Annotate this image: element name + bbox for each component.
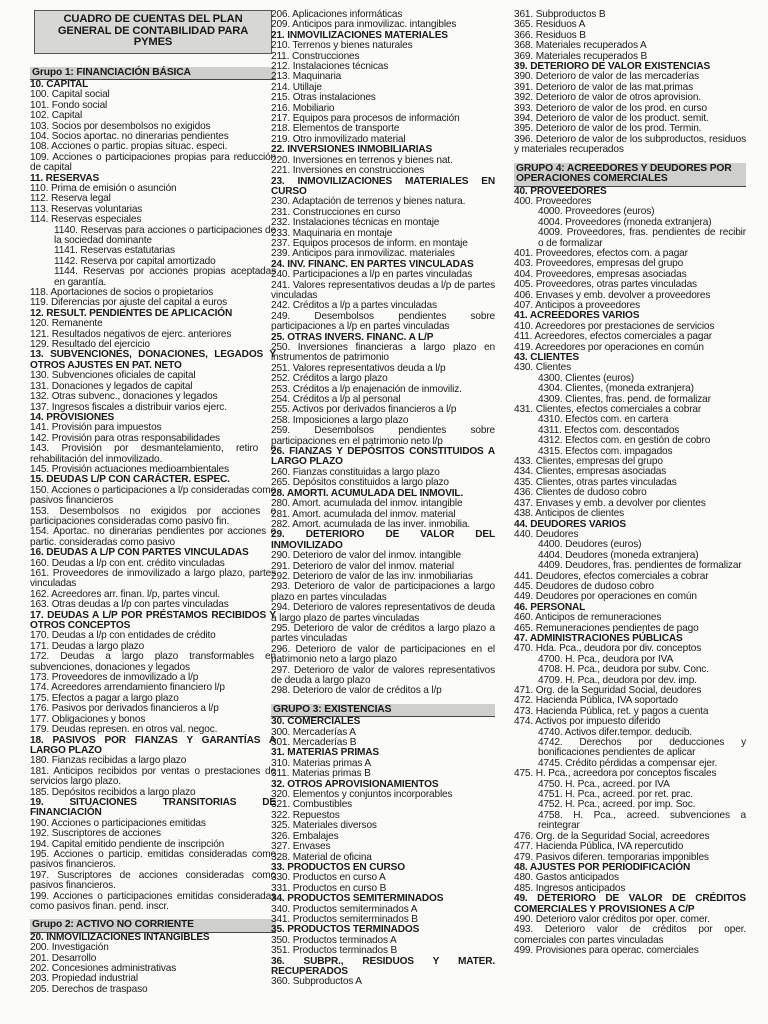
account-line: 340. Productos semiterminados A: [271, 903, 418, 915]
account-line: 396. Deterioro de valor de los subproductos, residuos y materiales recuperados: [514, 133, 746, 156]
account-line: 493. Deterioro valor de créditos por oper. comerciales con partes vinculadas: [514, 924, 746, 946]
spacer: [271, 697, 495, 701]
account-line: 109. Acciones o participaciones propias para reducción de capital: [30, 151, 276, 174]
subgroup-heading: 46. PERSONAL: [514, 601, 586, 613]
account-line: 449. Deudores por operaciones en común: [514, 591, 697, 603]
account-line: 103. Socios por desembolsos no exigidos: [30, 120, 211, 132]
subgroup-heading: 21. INMOVILIZACIONES MATERIALES: [271, 29, 448, 41]
account-line: 179. Deudas represen. en otros val. negoc.: [30, 724, 218, 736]
spacer: [514, 156, 746, 160]
account-line: 143. Provisión por desmantelamiento, retiro o rehabilitación del inmovilizado.: [30, 443, 276, 465]
subgroup-heading: 23. INMOVILIZACIONES MATERIALES EN CURSO: [271, 175, 495, 197]
account-line: 404. Proveedores, empresas asociadas: [514, 268, 687, 280]
account-line: 294. Deterioro de valores representativos de deuda a largo plazo de partes vinculadas: [271, 602, 495, 624]
account-line: 472. Hacienda Pública, IVA soportado: [514, 695, 678, 707]
account-line: 296. Deterioro de valor de participaciones en el patrimonio neto a largo plazo: [271, 643, 495, 666]
account-line: 137. Ingresos fiscales a distribuir varios ejerc.: [30, 401, 227, 413]
account-line: 132. Otras subvenc., donaciones y legados: [30, 391, 218, 403]
account-line: 237. Equipos procesos de inform. en montaje: [271, 237, 468, 249]
account-line: 239. Anticipos para inmovilizac. materiales: [271, 248, 455, 260]
group-heading: Grupo 1: FINANCIACIÓN BÁSICA: [30, 67, 276, 80]
account-line: 120. Remanente: [30, 318, 103, 330]
account-line: 192. Suscriptores de acciones: [30, 828, 161, 840]
group-heading: GRUPO 3: EXISTENCIAS: [271, 704, 495, 717]
account-line: 202. Concesiones administrativas: [30, 963, 177, 975]
subgroup-heading: 44. DEUDORES VARIOS: [514, 518, 626, 530]
subgroup-heading: 32. OTROS APROVISIONAMIENTOS: [271, 778, 439, 790]
column-3: [514, 10, 746, 957]
account-line: 297. Deterioro de valor de valores representativos de deuda a largo plazo: [271, 664, 495, 686]
account-line: 436. Clientes de dudoso cobro: [514, 487, 647, 499]
account-line: 102. Capital: [30, 110, 83, 122]
subgroup-heading: 16. DEUDAS A L/P CON PARTES VINCULADAS: [30, 547, 249, 559]
subaccount-line: 4409. Deudores, fras. pendientes de formalizar: [538, 560, 742, 572]
account-line: 327. Envases: [271, 841, 331, 853]
account-line: 230. Adaptación de terrenos y bienes natura.: [271, 196, 466, 208]
subaccount-line: 4745. Crédito pérdidas a compensar ejer.: [538, 757, 718, 769]
account-line: 201. Desarrollo: [30, 952, 97, 964]
subaccount-line: 1141. Reservas estatutarias: [54, 245, 175, 257]
account-line: 174. Acreedores arrendamiento financiero l/p: [30, 682, 225, 694]
account-line: 499. Provisiones para operac. comerciales: [514, 945, 699, 957]
account-line: 119. Diferencias por ajuste del capital a euros: [30, 297, 227, 309]
account-line: 311. Materias primas B: [271, 768, 371, 780]
account-line: 479. Pasivos diferen. temporarias imponibles: [514, 851, 709, 863]
subaccount-line: 4709. H. Pca., deudora por dev. imp.: [538, 674, 697, 686]
account-line: 460. Anticipos de remuneraciones: [514, 612, 662, 624]
subaccount-line: 4310. Efectos com. en cartera: [538, 414, 669, 426]
account-line: 118. Aportaciones de socios o propietarios: [30, 287, 214, 299]
account-line: 173. Proveedores de inmovilizado a l/p: [30, 672, 199, 684]
subgroup-heading: 17. DEUDAS A L/P POR PRÉSTAMOS RECIBIDOS Y OTROS CONCEPTOS: [30, 609, 276, 632]
account-line: 485. Ingresos anticipados: [514, 882, 626, 894]
subgroup-heading: 48. AJUSTES POR PERIODIFICACIÓN: [514, 861, 691, 873]
account-line: 131. Donaciones y legados de capital: [30, 380, 193, 392]
subaccount-line: 4400. Deudores (euros): [538, 539, 642, 551]
account-line: 368. Materiales recuperados A: [514, 40, 647, 52]
account-line: 101. Fondo social: [30, 99, 108, 111]
spacer: [30, 60, 276, 64]
account-line: 233. Maquinaria en montaje: [271, 227, 393, 239]
subgroup-heading: 30. COMERCIALES: [271, 716, 361, 728]
account-line: 295. Deterioro de valor de créditos a largo plazo a partes vinculadas: [271, 622, 495, 645]
account-line: 185. Depósitos recibidos a largo plazo: [30, 786, 196, 798]
account-line: 366. Residuos B: [514, 29, 586, 41]
account-line: 209. Anticipos para inmovilizac. intangibles: [271, 19, 457, 31]
account-line: 298. Deterioro de valor de créditos a l/p: [271, 685, 442, 697]
account-line: 170. Deudas a l/p con entidades de crédito: [30, 630, 216, 642]
subgroup-heading: 10. CAPITAL: [30, 78, 89, 90]
subgroup-heading: 22. INVERSIONES INMOBILIARIAS: [271, 144, 433, 156]
subgroup-heading: 49. DETERIORO DE VALOR DE CRÉDITOS COMERCIALES Y PROVISIONES A C/P: [514, 893, 746, 915]
account-line: 291. Deterioro de valor del inmov. material: [271, 560, 454, 572]
account-line: 215. Otras instalaciones: [271, 92, 376, 104]
account-line: 161. Proveedores de inmovilizado a largo plazo, partes vinculadas: [30, 568, 276, 590]
subaccount-line: 4758. H. Pca., acreed. subvenciones a reintegrar: [538, 809, 746, 832]
account-line: 231. Construcciones en curso: [271, 206, 401, 218]
account-line: 240. Participaciones a l/p en partes vinculadas: [271, 269, 473, 281]
account-line: 194. Capital emitido pendiente de inscripción: [30, 838, 225, 850]
subaccount-line: 1140. Reservas para acciones o participaciones de la sociedad dominante: [54, 224, 276, 246]
group-heading: GRUPO 4: ACREEDORES Y DEUDORES POR OPERACIONES COMERCIALES: [514, 163, 746, 187]
subgroup-heading: 26. FIANZAS Y DEPÓSITOS CONSTITUIDOS A LARGO PLAZO: [271, 446, 495, 468]
account-line: 369. Materiales recuperados B: [514, 50, 648, 62]
account-line: 252. Créditos a largo plazo: [271, 373, 388, 385]
account-line: 260. Fianzas constituidas a largo plazo: [271, 466, 440, 478]
account-line: 205. Derechos de traspaso: [30, 983, 148, 995]
account-line: 232. Instalaciones técnicas en montaje: [271, 217, 440, 229]
account-line: 259. Desembolsos pendientes sobre participaciones en el patrimonio neto l/p: [271, 425, 495, 447]
account-line: 322. Repuestos: [271, 809, 340, 821]
account-line: 434. Clientes, empresas asociadas: [514, 466, 667, 478]
account-line: 162. Acreedores arr. finan. l/p, partes vincul.: [30, 588, 220, 600]
subgroup-heading: 24. INV. FINANC. EN PARTES VINCULADAS: [271, 258, 474, 270]
subaccount-line: 4708. H. Pca., deudora por subv. Conc.: [538, 664, 709, 676]
subgroup-heading: 25. OTRAS INVERS. FINANC. A L/P: [271, 331, 434, 343]
account-line: 438. Anticipos de clientes: [514, 508, 625, 520]
account-line: 203. Propiedad industrial: [30, 973, 138, 985]
account-line: 110. Prima de emisión o asunción: [30, 182, 177, 194]
account-line: 212. Instalaciones técnicas: [271, 61, 389, 73]
account-line: 197. Suscriptores de acciones consideradas como pasivos financieros.: [30, 869, 276, 892]
account-line: 407. Anticipos a proveedores: [514, 299, 640, 311]
account-line: 435. Clientes, otras partes vinculadas: [514, 476, 677, 488]
subgroup-heading: 19. SITUACIONES TRANSITORIAS DE FINANCIACIÓN: [30, 796, 276, 819]
account-line: 395. Deterioro de valor de los prod. Termin.: [514, 123, 702, 135]
subaccount-line: 4740. Activos difer.tempor. deducib.: [538, 726, 692, 738]
account-line: 175. Efectos a pagar a largo plazo: [30, 692, 179, 704]
account-line: 392. Deterioro de valor de otros aprovision.: [514, 92, 701, 104]
subaccount-line: 4404. Deudores (moneda extranjera): [538, 549, 699, 561]
account-line: 465. Remuneraciones pendientes de pago: [514, 622, 699, 634]
account-line: 163. Otras deudas a l/p con partes vinculadas: [30, 599, 229, 611]
account-line: 301. Mercaderías B: [271, 737, 357, 749]
account-line: 341. Productos semiterminados B: [271, 913, 418, 925]
subaccount-line: 4300. Clientes (euros): [538, 372, 635, 384]
account-line: 249. Desembolsos pendientes sobre participaciones a l/p en partes vinculadas: [271, 310, 495, 333]
subgroup-heading: 40. PROVEEDORES: [514, 185, 607, 197]
account-line: 145. Provisión actuaciones medioambientales: [30, 463, 229, 475]
account-line: 114. Reservas especiales: [30, 214, 142, 226]
subgroup-heading: 47. ADMINISTRACIONES PÚBLICAS: [514, 632, 683, 644]
account-line: 104. Socios aportac. no dinerarias pendientes: [30, 130, 229, 142]
subgroup-heading: 33. PRODUCTOS EN CURSO: [271, 861, 405, 873]
account-line: 292. Deterioro de valor de las inv. inmobiliarias: [271, 570, 473, 582]
account-line: 242. Créditos a l/p a partes vinculadas: [271, 300, 437, 312]
document-title: CUADRO DE CUENTAS DEL PLAN GENERAL DE CONTABILIDAD PARA PYMES: [34, 10, 272, 54]
account-line: 437. Envases y emb. a devolver por clientes: [514, 497, 706, 509]
subaccount-line: 1142. Reserva por capital amortizado: [54, 255, 216, 267]
account-line: 100. Capital social: [30, 89, 110, 101]
account-line: 394. Deterioro de valor de los product. semit.: [514, 113, 709, 125]
account-line: 365. Residuos A: [514, 19, 586, 31]
account-line: 177. Obligaciones y bonos: [30, 713, 146, 725]
account-line: 490. Deterioro valor créditos por oper. comer.: [514, 913, 710, 925]
account-line: 180. Fianzas recibidas a largo plazo: [30, 755, 187, 767]
subaccount-line: 4752. H. Pca., acreed. por imp. Soc.: [538, 799, 696, 811]
account-line: 258. Imposiciones a largo plazo: [271, 414, 409, 426]
account-line: 250. Inversiones financieras a largo plazo en instrumentos de patrimonio: [271, 342, 495, 364]
subgroup-heading: 20. INMOVILIZACIONES INTANGIBLES: [30, 931, 210, 943]
account-line: 476. Org. de la Seguridad Social, acreedores: [514, 830, 710, 842]
account-line: 300. Mercaderías A: [271, 726, 356, 738]
account-line: 390. Deterioro de valor de las mercaderías: [514, 71, 700, 83]
account-line: 400. Proveedores: [514, 195, 592, 207]
account-line: 405. Proveedores, otras partes vinculadas: [514, 279, 697, 291]
account-line: 176. Pasivos por derivados financieros a l/p: [30, 703, 219, 715]
account-line: 129. Resultado del ejercicio: [30, 339, 150, 351]
account-line: 171. Deudas a largo plazo: [30, 640, 145, 652]
account-line: 150. Acciones o participaciones a l/p consideradas como pasivos financieros: [30, 484, 276, 507]
subaccount-line: 1144. Reservas por acciones propias aceptadas en garantía.: [54, 266, 276, 288]
account-line: 470. Hda. Pca., deudora por div. conceptos: [514, 643, 702, 655]
subaccount-line: 4315. Efectos com. impagados: [538, 445, 673, 457]
account-line: 199. Acciones o participaciones emitidas consideradas como pasivos finan. pend. inscr.: [30, 890, 276, 912]
account-line: 391. Deterioro de valor de las mat.primas: [514, 81, 693, 93]
account-line: 403. Proveedores, empresas del grupo: [514, 258, 684, 270]
subaccount-line: 4751. H. Pca., acreed. por ret. prac.: [538, 789, 693, 801]
account-line: 218. Elementos de transporte: [271, 123, 400, 135]
account-line: 255. Activos por derivados financieros a l/p: [271, 404, 457, 416]
column-1: [30, 10, 276, 995]
account-line: 350. Productos terminados A: [271, 934, 397, 946]
account-line: 210. Terrenos y bienes naturales: [271, 40, 413, 52]
subgroup-heading: 14. PROVISIONES: [30, 411, 115, 423]
subaccount-line: 4309. Clientes, fras. pend. de formalizar: [538, 393, 711, 405]
account-line: 253. Créditos a l/p enajenación de inmoviliz.: [271, 383, 462, 395]
account-line: 325. Materiales diversos: [271, 820, 377, 832]
account-line: 220. Inversiones en terrenos y bienes nat.: [271, 154, 453, 166]
group-heading: Grupo 2: ACTIVO NO CORRIENTE: [30, 919, 276, 932]
account-line: 217. Equipos para procesos de información: [271, 113, 460, 125]
account-line: 108. Acciones o partic. propias situac. especi.: [30, 141, 228, 153]
subaccount-line: 4700. H. Pca., deudora por IVA: [538, 653, 674, 665]
account-line: 433. Clientes, empresas del grupo: [514, 456, 663, 468]
account-line: 351. Productos terminados B: [271, 945, 398, 957]
subaccount-line: 4000. Proveedores (euros): [538, 206, 655, 218]
account-line: 360. Subproductos A: [271, 976, 362, 988]
subgroup-heading: 41. ACREEDORES VARIOS: [514, 310, 640, 322]
account-line: 112. Reserva legal: [30, 193, 111, 205]
subgroup-heading: 43. CLIENTES: [514, 352, 579, 363]
account-line: 430. Clientes: [514, 362, 571, 374]
account-line: 219. Otro inmovilizado material: [271, 133, 406, 145]
account-line: 473. Hacienda Pública, ret. y pagos a cuenta: [514, 705, 709, 717]
subaccount-line: 4750. H. Pca., acreed. por IVA: [538, 778, 670, 790]
account-line: 471. Org. de la Seguridad Social, deudores: [514, 685, 702, 696]
account-line: 328. Material de oficina: [271, 851, 372, 863]
account-line: 475. H. Pca., acreedora por conceptos fiscales: [514, 768, 717, 780]
account-line: 142. Provisión para otras responsabilidades: [30, 432, 220, 444]
account-line: 320. Elementos y conjuntos incorporables: [271, 789, 453, 801]
account-line: 221. Inversiones en construcciones: [271, 165, 425, 177]
subgroup-heading: 34. PRODUCTOS SEMITERMINADOS: [271, 893, 444, 905]
account-line: 321. Combustibles: [271, 799, 353, 811]
subgroup-heading: 18. PASIVOS POR FIANZAS Y GARANTÍAS A LARGO PLAZO: [30, 734, 276, 756]
subaccount-line: 4004. Proveedores (moneda extranjera): [538, 216, 712, 228]
account-line: 419. Acreedores por operaciones en común: [514, 341, 704, 353]
subgroup-heading: 29. DETERIORO DE VALOR DEL INMOVILIZADO: [271, 529, 495, 551]
account-line: 265. Depósitos constituidos a largo plazo: [271, 477, 449, 489]
account-line: 280. Amort. acumulada del inmov. intangible: [271, 498, 463, 510]
subgroup-heading: 13. SUBVENCIONES, DONACIONES, LEGADOS Y OTROS AJUSTES EN PAT. NETO: [30, 349, 276, 371]
subgroup-heading: 39. DETERIORO DE VALOR EXISTENCIAS: [514, 61, 711, 73]
account-line: 410. Acreedores por prestaciones de servicios: [514, 320, 715, 332]
account-line: 326. Embalajes: [271, 830, 339, 842]
account-line: 181. Anticipos recibidos por ventas o prestaciones de servicios largo plazo.: [30, 765, 276, 788]
account-line: 121. Resultados negativos de ejerc. anteriores: [30, 328, 232, 340]
subaccount-line: 4304. Clientes, (moneda extranjera): [538, 383, 694, 395]
account-line: 281. Amort. acumulada del inmov. material: [271, 508, 456, 520]
account-line: 445. Deudores de dudoso cobro: [514, 580, 654, 592]
account-line: 211. Construcciones: [271, 50, 360, 62]
account-line: 241. Valores representativos deudas a l/p de partes vinculadas: [271, 279, 495, 301]
account-line: 441. Deudores, efectos comerciales a cobrar: [514, 570, 709, 582]
account-line: 141. Provisión para impuestos: [30, 422, 162, 434]
account-line: 330. Productos en curso A: [271, 872, 386, 884]
account-line: 282. Amort. acumulada de las inver. inmobilia.: [271, 518, 471, 530]
account-line: 206. Aplicaciones informáticas: [271, 9, 403, 20]
account-line: 440. Deudores: [514, 528, 579, 540]
subgroup-heading: 36. SUBPR., RESIDUOS Y MATER. RECUPERADOS: [271, 955, 495, 977]
account-line: 154. Aportac. no dinerarias pendientes por acciones o partic. consideradas como pasivo: [30, 526, 276, 548]
account-line: 406. Envases y emb. devolver a proveedores: [514, 289, 711, 301]
account-line: 293. Deterioro de valor de participaciones a largo plazo en partes vinculadas: [271, 581, 495, 603]
account-line: 214. Utillaje: [271, 81, 322, 93]
account-line: 160. Deudas a l/p con ent. crédito vinculadas: [30, 557, 225, 569]
subgroup-heading: 11. RESERVAS: [30, 172, 100, 184]
spacer: [30, 912, 276, 916]
subaccount-line: 4009. Proveedores, fras. pendientes de recibir o de formalizar: [538, 227, 746, 249]
subgroup-heading: 12. RESULT. PENDIENTES DE APLICACIÓN: [30, 307, 233, 319]
account-line: 190. Acciones o participaciones emitidas: [30, 817, 206, 829]
account-line: 401. Proveedores, efectos com. a pagar: [514, 247, 688, 259]
column-2: [271, 10, 495, 988]
subaccount-line: 4311. Efectos com. descontados: [538, 424, 680, 436]
account-line: 254. Créditos a l/p al personal: [271, 394, 401, 406]
account-line: 480. Gastos anticipados: [514, 872, 619, 884]
account-line: 200. Investigación: [30, 942, 109, 954]
subgroup-heading: 15. DEUDAS L/P CON CARÁCTER. ESPEC.: [30, 474, 230, 486]
subgroup-heading: 28. AMORTI. ACUMULADA DEL INMOVIL.: [271, 487, 464, 499]
subaccount-line: 4312. Efectos com. en gestión de cobro: [538, 435, 711, 447]
account-line: 474. Activos por impuesto diferido: [514, 716, 661, 728]
account-line: 130. Subvenciones oficiales de capital: [30, 370, 196, 382]
account-line: 477. Hacienda Pública, IVA repercutido: [514, 841, 684, 853]
account-line: 251. Valores representativos deuda a l/p: [271, 362, 446, 374]
account-line: 331. Productos en curso B: [271, 882, 387, 894]
account-line: 216. Mobiliario: [271, 102, 335, 114]
account-line: 153. Desembolsos no exigidos por acciones o participaciones consideradas como pasivo fin.: [30, 505, 276, 527]
account-line: 213. Maquinaria: [271, 71, 342, 83]
subgroup-heading: 35. PRODUCTOS TERMINADOS: [271, 924, 420, 936]
account-line: 361. Subproductos B: [514, 9, 606, 20]
account-line: 411. Acreedores, efectos comerciales a pagar: [514, 331, 713, 343]
account-line: 310. Materias primas A: [271, 757, 371, 769]
account-line: 431. Clientes, efectos comerciales a cobrar: [514, 404, 702, 416]
account-line: 113. Reservas voluntarias: [30, 203, 143, 215]
account-line: 393. Deterioro de valor de los prod. en curso: [514, 102, 707, 114]
account-line: 195. Acciones o particip. emitidas consideradas como pasivos financieros.: [30, 848, 276, 871]
account-line: 172. Deudas a largo plazo transformables en subvenciones, donaciones y legados: [30, 651, 276, 673]
subgroup-heading: 31. MATERIAS PRIMAS: [271, 747, 380, 759]
account-line: 290. Deterioro de valor del inmov. intangible: [271, 550, 462, 562]
subaccount-line: 4742. Derechos por deducciones y bonificaciones pendientes de aplicar: [538, 737, 746, 759]
